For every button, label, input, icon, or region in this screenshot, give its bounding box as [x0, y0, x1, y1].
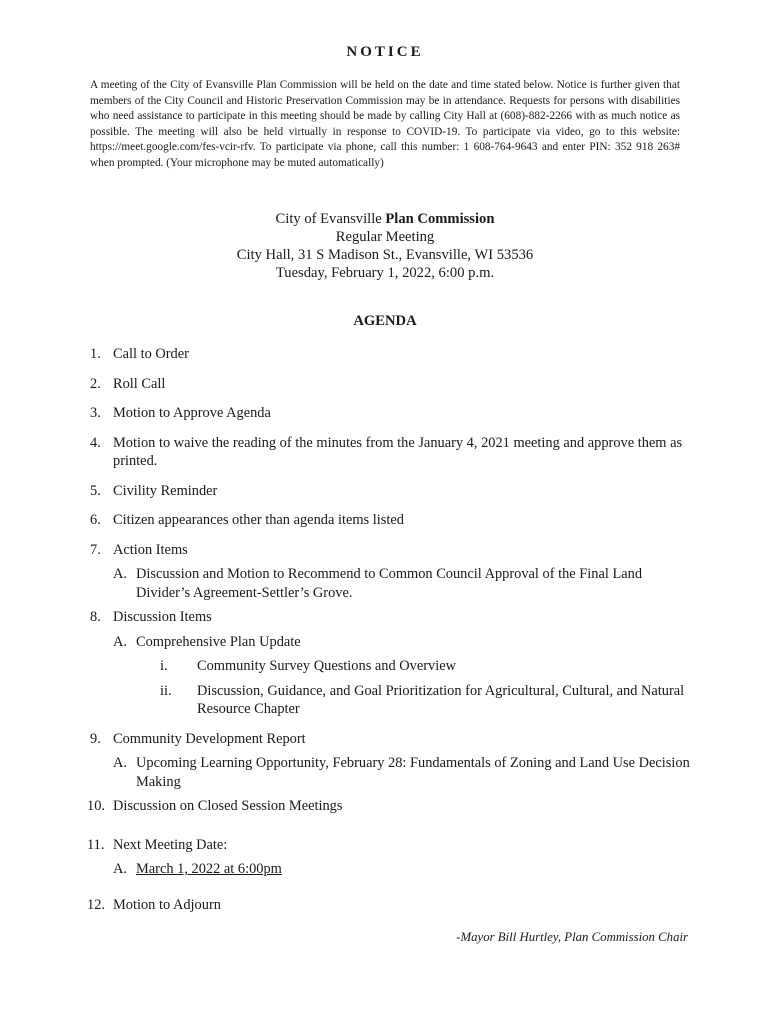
- agenda-item-text: Civility Reminder: [113, 482, 218, 499]
- agenda-subitem-letter: A.: [113, 755, 127, 771]
- meeting-header: [0, 210, 770, 282]
- agenda-item-text: Motion to Adjourn: [113, 896, 221, 913]
- agenda-item-2: [90, 375, 690, 394]
- agenda-subsubitem-8a-i: [90, 657, 690, 676]
- agenda-subitem-text: Upcoming Learning Opportunity, February 28: Fundamentals of Zoning and Land Use Decision Making: [136, 755, 690, 790]
- header-line-1: [0, 210, 770, 228]
- agenda-subitem-text: Comprehensive Plan Update: [136, 633, 301, 650]
- agenda-item-7: [90, 541, 690, 560]
- agenda-item-text: Motion to Approve Agenda: [113, 405, 271, 421]
- agenda-subsubitem-text: Community Survey Questions and Overview: [197, 658, 457, 674]
- agenda-subitem-text: Discussion and Motion to Recommend to Common Council Approval of the Final Land Divider’s Agreement-Settler’s Grove.: [136, 566, 643, 601]
- agenda-item-number: 3.: [90, 405, 101, 421]
- agenda-item-text: Roll Call: [113, 375, 166, 392]
- agenda-item-10: [87, 797, 690, 816]
- agenda-item-text: Motion to waive the reading of the minutes from the January 4, 2021 meeting and approve them as printed.: [113, 434, 683, 469]
- agenda-item-number: 10.: [87, 798, 105, 814]
- agenda-item-text: Next Meeting Date:: [113, 836, 228, 853]
- agenda-subitem-8a: [90, 633, 690, 652]
- agenda-subitem-letter: A.: [113, 566, 127, 582]
- agenda-item-number: 5.: [90, 482, 101, 499]
- agenda-item-number: 9.: [90, 730, 101, 747]
- header-commission: Plan Commission: [385, 211, 495, 227]
- header-city: City of Evansville: [275, 211, 386, 227]
- header-line-3: City Hall, 31 S Madison St., Evansville, WI 53536: [236, 247, 534, 263]
- agenda-subitem-11a: [90, 860, 690, 879]
- agenda-item-text: Discussion Items: [113, 609, 212, 625]
- header-line-4: Tuesday, February 1, 2022, 6:00 p.m.: [275, 265, 495, 281]
- agenda-item-number: 4.: [90, 434, 101, 451]
- agenda-subsubitem-text: Discussion, Guidance, and Goal Prioritization for Agricultural, Cultural, and Natural Resource Chapter: [197, 682, 685, 717]
- agenda-title: AGENDA: [353, 313, 417, 329]
- notice-body: A meeting of the City of Evansville Plan Commission will be held on the date and time stated below. Notice is further given that members of the City Council and Historic Preservation Commission may be in attendance. Requests for persons with disabilities who need assistance to participate in this meeting should be made by calling City Hall at (608)-882-2266 with as much notice as possible. The meeting will also be held virtually in response to COVID-19. To participate via video, go to this website: https://meet.google.com/fes-vcir-rfv. To participate via phone, call this number: 1 608-764-9643 and enter PIN: 352 918 263# when prompted. (Your microphone may be muted automatically): [90, 79, 680, 169]
- agenda-item-number: 2.: [90, 375, 101, 392]
- agenda-item-11: [87, 836, 690, 855]
- agenda-item-text: Call to Order: [113, 346, 189, 362]
- next-meeting-date: March 1, 2022 at 6:00pm: [136, 861, 282, 877]
- notice-title: NOTICE: [346, 44, 424, 60]
- agenda-item-text: Discussion on Closed Session Meetings: [113, 798, 343, 814]
- agenda-subsubitem-numeral: ii.: [160, 682, 172, 699]
- agenda-item-number: 12.: [87, 896, 105, 913]
- agenda-subsubitem-numeral: i.: [160, 658, 168, 674]
- agenda-item-5: [90, 482, 690, 501]
- agenda-item-4: [90, 434, 690, 471]
- agenda-item-text: Action Items: [113, 541, 188, 558]
- agenda-subitem-9a: [90, 754, 690, 791]
- agenda-item-text: Community Development Report: [113, 730, 306, 747]
- agenda-item-6: [90, 511, 690, 530]
- signature-line: -Mayor Bill Hurtley, Plan Commission Chair: [456, 930, 688, 944]
- agenda-item-number: 11.: [87, 836, 105, 853]
- agenda-subitem-letter: A.: [113, 861, 127, 877]
- agenda-item-8: [90, 608, 690, 627]
- agenda-item-1: [90, 345, 690, 364]
- agenda-subitem-letter: A.: [113, 633, 127, 650]
- agenda-item-12: [87, 896, 690, 915]
- agenda-subsubitem-8a-ii: [90, 682, 690, 719]
- agenda-subitem-7a: [90, 565, 690, 602]
- agenda-list: [87, 345, 690, 914]
- agenda-item-9: [90, 730, 690, 749]
- agenda-item-number: 7.: [90, 541, 101, 558]
- header-line-2: Regular Meeting: [335, 229, 435, 245]
- agenda-item-number: 8.: [90, 609, 101, 625]
- agenda-item-number: 1.: [90, 346, 101, 362]
- agenda-item-text: Citizen appearances other than agenda items listed: [113, 512, 404, 528]
- agenda-item-number: 6.: [90, 512, 101, 528]
- agenda-item-3: [90, 404, 690, 423]
